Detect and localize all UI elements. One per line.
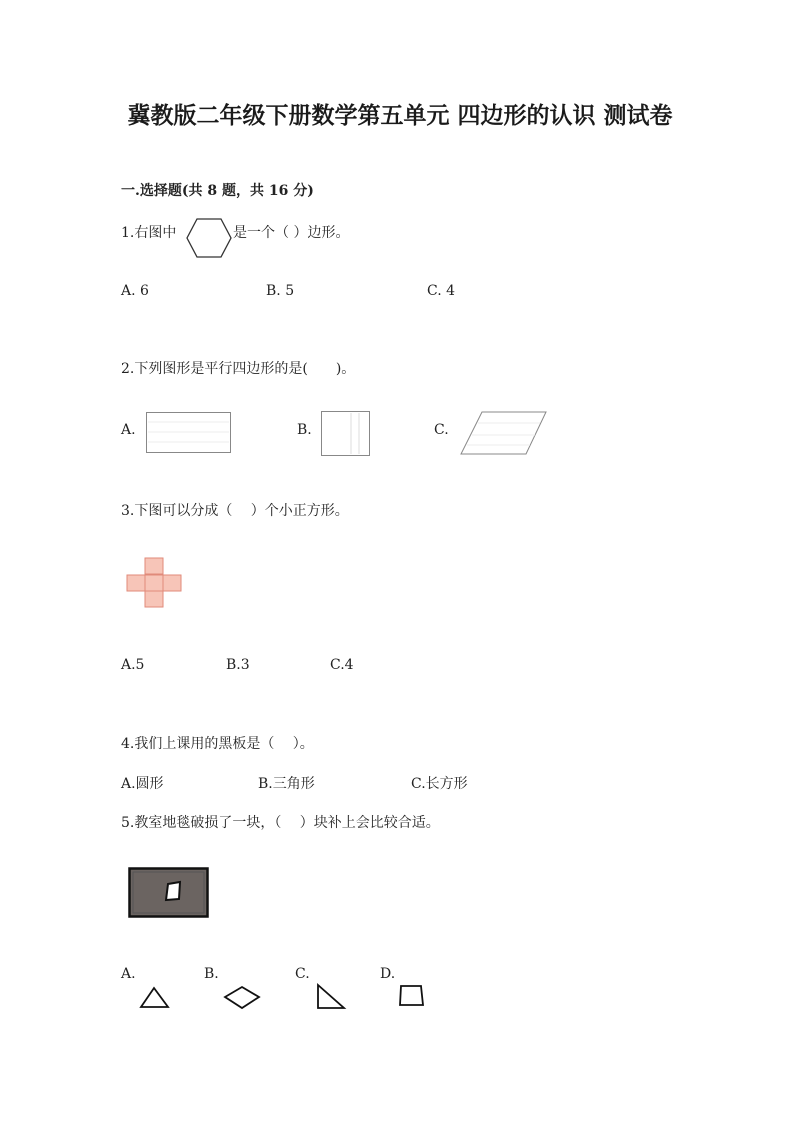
question-2-option-b[interactable]: B. — [297, 422, 312, 438]
rectangle-figure — [146, 412, 232, 454]
trapezoid-piece-figure — [398, 984, 426, 1008]
question-4-option-a[interactable]: A.圆形 — [121, 776, 164, 792]
question-5-option-a[interactable]: A. — [121, 966, 136, 982]
hexagon-figure — [186, 218, 232, 258]
question-1-option-a[interactable]: A. 6 — [121, 283, 149, 299]
question-4-option-c[interactable]: C.长方形 — [411, 776, 468, 792]
question-3-text: 3.下图可以分成（ ）个小正方形。 — [121, 503, 349, 519]
question-1-text-after: 是一个（ ）边形。 — [233, 225, 350, 241]
question-3-option-a[interactable]: A.5 — [121, 657, 145, 673]
page-title: 冀教版二年级下册数学第五单元 四边形的认识 测试卷 — [127, 102, 673, 129]
question-5-option-c[interactable]: C. — [295, 966, 310, 982]
damaged-carpet-figure — [128, 867, 210, 919]
question-5-option-b[interactable]: B. — [204, 966, 219, 982]
question-5-option-d[interactable]: D. — [380, 966, 396, 982]
section-heading: 一.选择题(共 8 题，共 16 分) — [121, 183, 314, 199]
question-4-option-b[interactable]: B.三角形 — [258, 776, 315, 792]
question-4-text: 4.我们上课用的黑板是（ ）。 — [121, 736, 314, 752]
question-3-option-b[interactable]: B.3 — [226, 657, 250, 673]
square-figure — [321, 411, 371, 457]
parallelogram-figure — [460, 411, 548, 455]
question-1-option-c[interactable]: C. 4 — [427, 283, 456, 299]
question-3-option-c[interactable]: C.4 — [330, 657, 354, 673]
cross-shape-figure — [126, 557, 184, 609]
question-2-option-a[interactable]: A. — [121, 422, 136, 438]
right-triangle-piece-figure — [315, 983, 347, 1011]
question-1-option-b[interactable]: B. 5 — [266, 283, 295, 299]
question-2-option-c[interactable]: C. — [434, 422, 449, 438]
question-1-text-before: 1.右图中 — [121, 225, 177, 241]
rhombus-piece-figure — [223, 985, 261, 1011]
question-2-text: 2.下列图形是平行四边形的是( )。 — [121, 361, 356, 377]
triangle-piece-figure — [139, 986, 171, 1010]
question-5-text: 5.教室地毯破损了一块，（ ）块补上会比较合适。 — [121, 815, 440, 831]
